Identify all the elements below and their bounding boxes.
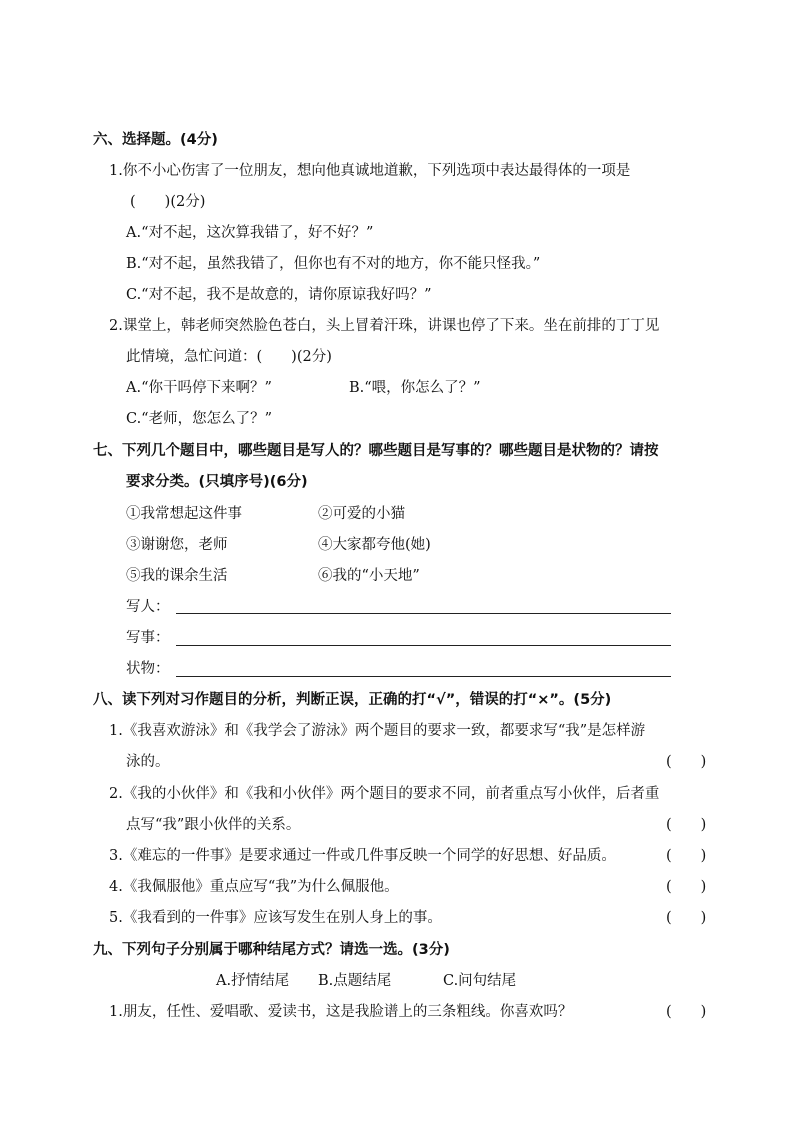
section-7-heading-line2: 要求分类。(只填序号)(6分) <box>126 474 308 490</box>
q7-item-3: ③谢谢您，老师 <box>126 537 228 553</box>
q7-item-2: ②可爱的小猫 <box>318 506 405 522</box>
q6-1-stem-line1: 1.你不小心伤害了一位朋友，想向他真诚地道歉，下列选项中表达最得体的一项是 <box>109 163 631 179</box>
q8-1-line2: 泳的。 <box>126 754 170 770</box>
q9-option-c: C.问句结尾 <box>443 973 517 989</box>
q7-label-event: 写事： <box>126 630 170 646</box>
q7-answer-line-event[interactable] <box>176 645 671 646</box>
q7-item-5: ⑤我的课余生活 <box>126 568 228 584</box>
q6-2-stem-line2: 此情境，急忙问道：( )(2分) <box>126 349 332 365</box>
q9-option-b: B.点题结尾 <box>318 973 392 989</box>
section-7-heading-line1: 七、下列几个题目中，哪些题目是写人的？哪些题目是写事的？哪些题目是状物的？请按 <box>93 443 659 459</box>
q6-1-stem-line2: ( )(2分) <box>130 194 206 210</box>
q8-2-line1: 2.《我的小伙伴》和《我和小伙伴》两个题目的要求不同，前者重点写小伙伴，后者重 <box>109 786 660 802</box>
q9-1-answer-paren[interactable]: ( ) <box>666 1004 707 1020</box>
q7-item-6: ⑥我的“小天地” <box>318 568 420 584</box>
q7-answer-line-person[interactable] <box>176 613 671 614</box>
q8-2-line2: 点写“我”跟小伙伴的关系。 <box>126 817 301 833</box>
q6-2-stem-line1: 2.课堂上，韩老师突然脸色苍白，头上冒着汗珠，讲课也停了下来。坐在前排的丁丁见 <box>109 318 660 334</box>
q8-4: 4.《我佩服他》重点应写“我”为什么佩服他。 <box>109 879 399 895</box>
q8-1-answer-paren[interactable]: ( ) <box>666 754 707 770</box>
q6-2-option-c: C.“老师，您怎么了？” <box>126 411 273 427</box>
q7-item-1: ①我常想起这件事 <box>126 506 242 522</box>
q6-1-option-c: C.“对不起，我不是故意的，请你原谅我好吗？” <box>126 287 432 303</box>
q6-1-option-b: B.“对不起，虽然我错了，但你也有不对的地方，你不能只怪我。” <box>126 256 541 272</box>
q8-5: 5.《我看到的一件事》应该写发生在别人身上的事。 <box>109 910 442 926</box>
section-9-heading: 九、下列句子分别属于哪种结尾方式？请选一选。(3分) <box>93 942 450 958</box>
q8-3-answer-paren[interactable]: ( ) <box>666 848 707 864</box>
q9-1: 1.朋友，任性、爱唱歌、爱读书，这是我脸谱上的三条粗线。你喜欢吗？ <box>109 1004 573 1020</box>
q8-1-line1: 1.《我喜欢游泳》和《我学会了游泳》两个题目的要求一致，都要求写“我”是怎样游 <box>109 723 646 739</box>
q9-option-a: A.抒情结尾 <box>216 973 290 989</box>
q8-5-answer-paren[interactable]: ( ) <box>666 910 707 926</box>
q6-1-option-a: A.“对不起，这次算我错了，好不好？” <box>126 225 374 241</box>
q8-4-answer-paren[interactable]: ( ) <box>666 879 707 895</box>
q8-2-answer-paren[interactable]: ( ) <box>666 817 707 833</box>
section-8-heading: 八、读下列对习作题目的分析，判断正误，正确的打“√”，错误的打“×”。(5分) <box>93 692 612 708</box>
q7-item-4: ④大家都夸他(她) <box>318 537 431 553</box>
q7-answer-line-object[interactable] <box>176 676 671 677</box>
q7-label-object: 状物： <box>126 661 170 677</box>
q8-3: 3.《难忘的一件事》是要求通过一件或几件事反映一个同学的好思想、好品质。 <box>109 848 616 864</box>
q7-label-person: 写人： <box>126 599 170 615</box>
section-6-heading: 六、选择题。(4分) <box>93 132 218 148</box>
q6-2-option-a: A.“你干吗停下来啊？” <box>126 380 272 396</box>
q6-2-option-b: B.“喂，你怎么了？” <box>349 380 481 396</box>
